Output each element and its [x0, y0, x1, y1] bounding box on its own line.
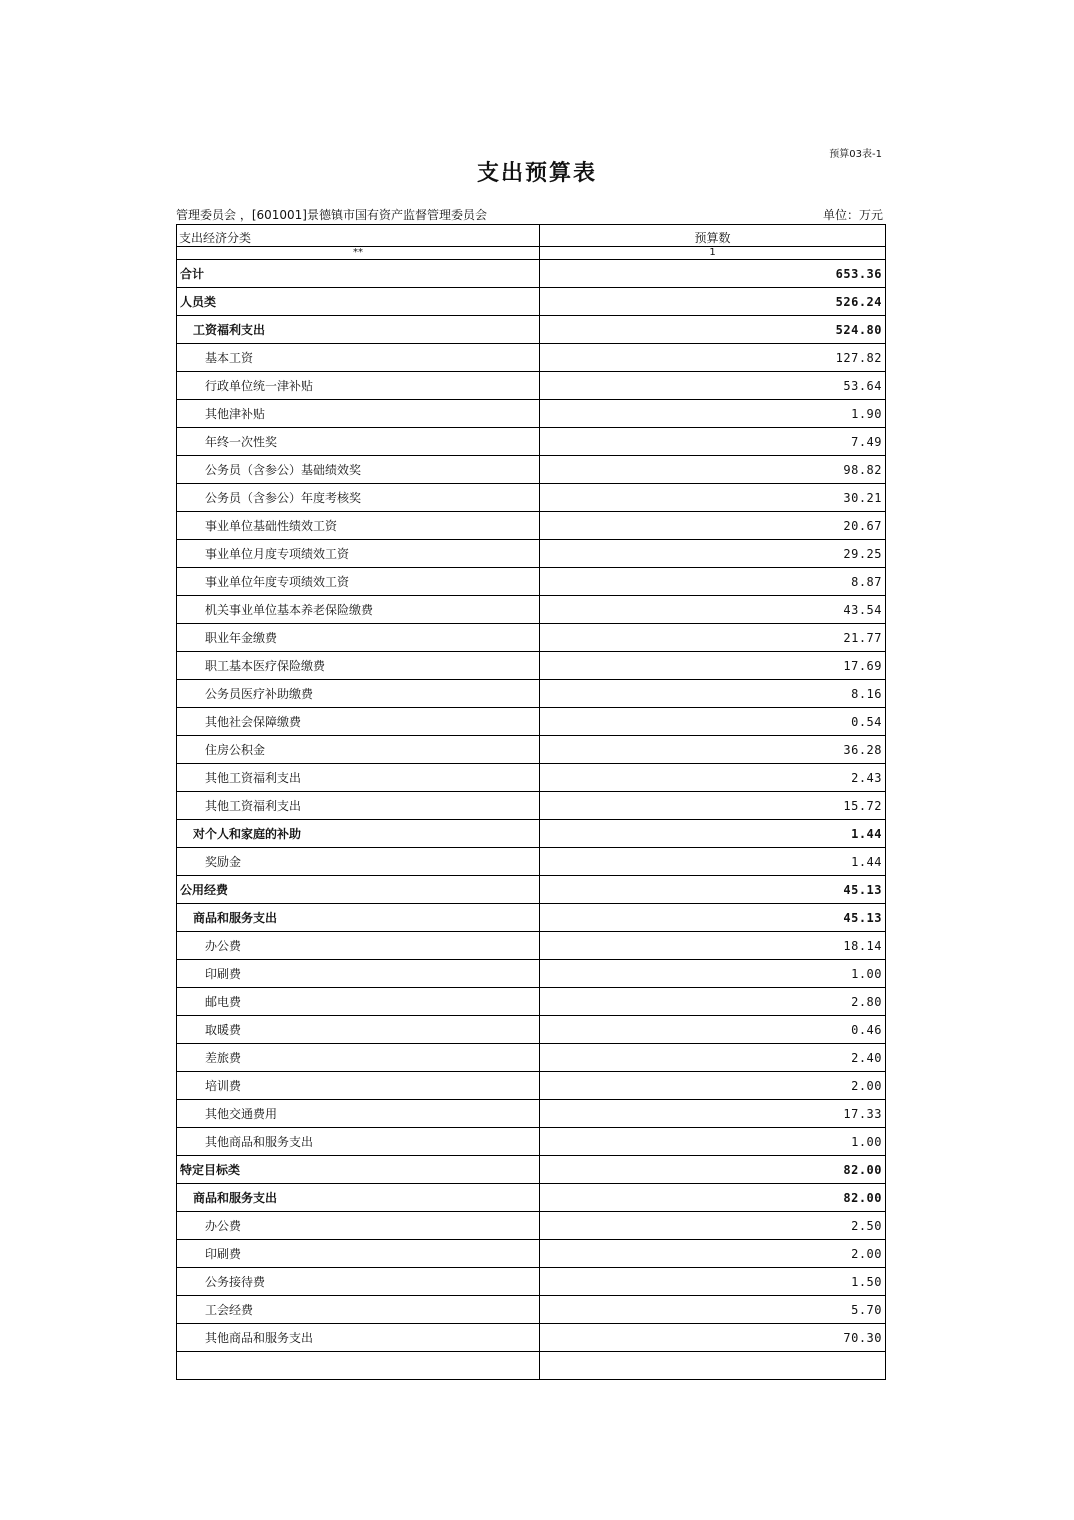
row-category: 事业单位年度专项绩效工资 [177, 568, 540, 596]
row-budget-value: 82.00 [540, 1156, 886, 1184]
table-row [177, 484, 886, 512]
row-budget-value: 45.13 [540, 876, 886, 904]
row-budget-value: 2.00 [540, 1240, 886, 1268]
row-category: 商品和服务支出 [177, 1184, 540, 1212]
table-row [177, 736, 886, 764]
row-budget-value: 17.33 [540, 1100, 886, 1128]
expenditure-budget-table [176, 224, 886, 1380]
table-row [177, 512, 886, 540]
table-row [177, 652, 886, 680]
header-budget: 预算数 [540, 225, 886, 247]
row-category: 年终一次性奖 [177, 428, 540, 456]
table-row [177, 316, 886, 344]
table-row [177, 1324, 886, 1352]
row-category: 办公费 [177, 932, 540, 960]
table-row [177, 1352, 886, 1380]
table-row [177, 792, 886, 820]
row-category: 基本工资 [177, 344, 540, 372]
row-category: 人员类 [177, 288, 540, 316]
row-category: 其他交通费用 [177, 1100, 540, 1128]
row-category: 其他津补贴 [177, 400, 540, 428]
row-budget-value: 653.36 [540, 260, 886, 288]
unit-label: 单位：万元 [822, 208, 883, 222]
table-subheader-row [177, 247, 886, 260]
row-budget-value: 15.72 [540, 792, 886, 820]
row-category: 差旅费 [177, 1044, 540, 1072]
table-row [177, 540, 886, 568]
row-budget-value: 0.46 [540, 1016, 886, 1044]
form-code: 预算03表-1 [829, 149, 882, 160]
row-budget-value: 1.44 [540, 820, 886, 848]
row-category: 特定目标类 [177, 1156, 540, 1184]
row-budget-value: 8.87 [540, 568, 886, 596]
row-category: 奖励金 [177, 848, 540, 876]
row-category: 培训费 [177, 1072, 540, 1100]
row-category: 其他工资福利支出 [177, 764, 540, 792]
row-category: 公用经费 [177, 876, 540, 904]
table-row [177, 1296, 886, 1324]
row-budget-value: 30.21 [540, 484, 886, 512]
row-category: 其他工资福利支出 [177, 792, 540, 820]
table-row [177, 708, 886, 736]
row-category: 事业单位月度专项绩效工资 [177, 540, 540, 568]
row-budget-value: 1.90 [540, 400, 886, 428]
table-row [177, 960, 886, 988]
row-budget-value: 7.49 [540, 428, 886, 456]
row-category: 公务员医疗补助缴费 [177, 680, 540, 708]
table-row [177, 932, 886, 960]
table-row [177, 904, 886, 932]
table-row [177, 596, 886, 624]
table-row [177, 372, 886, 400]
table-body [177, 260, 886, 1380]
subheader-category: ** [177, 247, 540, 260]
row-category [177, 1352, 540, 1380]
table-row [177, 876, 886, 904]
table-row [177, 1100, 886, 1128]
row-budget-value: 29.25 [540, 540, 886, 568]
row-category: 对个人和家庭的补助 [177, 820, 540, 848]
table-row [177, 1072, 886, 1100]
row-budget-value: 82.00 [540, 1184, 886, 1212]
row-budget-value: 1.50 [540, 1268, 886, 1296]
row-budget-value: 2.43 [540, 764, 886, 792]
table-row [177, 344, 886, 372]
table-row [177, 1268, 886, 1296]
row-category: 公务员（含参公）年度考核奖 [177, 484, 540, 512]
table-row [177, 1240, 886, 1268]
row-budget-value: 127.82 [540, 344, 886, 372]
table-row [177, 428, 886, 456]
row-budget-value: 18.14 [540, 932, 886, 960]
table-header-row [177, 225, 886, 247]
row-category: 住房公积金 [177, 736, 540, 764]
row-category: 其他社会保障缴费 [177, 708, 540, 736]
row-budget-value [540, 1352, 886, 1380]
row-category: 机关事业单位基本养老保险缴费 [177, 596, 540, 624]
row-category: 公务员（含参公）基础绩效奖 [177, 456, 540, 484]
header-category: 支出经济分类 [177, 225, 540, 247]
table-row [177, 624, 886, 652]
row-budget-value: 53.64 [540, 372, 886, 400]
row-budget-value: 5.70 [540, 1296, 886, 1324]
row-budget-value: 17.69 [540, 652, 886, 680]
row-budget-value: 36.28 [540, 736, 886, 764]
table-row [177, 848, 886, 876]
row-budget-value: 2.40 [540, 1044, 886, 1072]
table-row [177, 764, 886, 792]
row-category: 办公费 [177, 1212, 540, 1240]
row-category: 职业年金缴费 [177, 624, 540, 652]
row-budget-value: 1.00 [540, 960, 886, 988]
row-category: 印刷费 [177, 960, 540, 988]
row-budget-value: 1.00 [540, 1128, 886, 1156]
row-budget-value: 526.24 [540, 288, 886, 316]
table-row [177, 1044, 886, 1072]
row-category: 其他商品和服务支出 [177, 1128, 540, 1156]
row-category: 工会经费 [177, 1296, 540, 1324]
row-budget-value: 2.00 [540, 1072, 886, 1100]
row-budget-value: 1.44 [540, 848, 886, 876]
row-budget-value: 70.30 [540, 1324, 886, 1352]
row-budget-value: 45.13 [540, 904, 886, 932]
row-category: 商品和服务支出 [177, 904, 540, 932]
table-row [177, 820, 886, 848]
row-category: 印刷费 [177, 1240, 540, 1268]
table-row [177, 1212, 886, 1240]
row-budget-value: 43.54 [540, 596, 886, 624]
row-budget-value: 0.54 [540, 708, 886, 736]
table-row [177, 680, 886, 708]
table-row [177, 1184, 886, 1212]
row-category: 其他商品和服务支出 [177, 1324, 540, 1352]
table-row [177, 456, 886, 484]
row-budget-value: 2.50 [540, 1212, 886, 1240]
table-row [177, 1128, 886, 1156]
table-row [177, 1016, 886, 1044]
row-category: 事业单位基础性绩效工资 [177, 512, 540, 540]
row-category: 公务接待费 [177, 1268, 540, 1296]
table-row [177, 1156, 886, 1184]
row-budget-value: 21.77 [540, 624, 886, 652]
table-row [177, 568, 886, 596]
row-category: 工资福利支出 [177, 316, 540, 344]
row-budget-value: 8.16 [540, 680, 886, 708]
row-category: 邮电费 [177, 988, 540, 1016]
subheader-budget: 1 [540, 247, 886, 260]
row-category: 行政单位统一津补贴 [177, 372, 540, 400]
row-category: 取暖费 [177, 1016, 540, 1044]
row-budget-value: 98.82 [540, 456, 886, 484]
row-budget-value: 20.67 [540, 512, 886, 540]
table-row [177, 260, 886, 288]
row-budget-value: 2.80 [540, 988, 886, 1016]
table-row [177, 988, 886, 1016]
table-row [177, 288, 886, 316]
page-title: 支出预算表 [476, 160, 597, 186]
row-category: 合计 [177, 260, 540, 288]
organization-name: 管理委员会 ，[601001]景德镇市国有资产监督管理委员会 [176, 208, 487, 222]
row-budget-value: 524.80 [540, 316, 886, 344]
row-category: 职工基本医疗保险缴费 [177, 652, 540, 680]
table-row [177, 400, 886, 428]
